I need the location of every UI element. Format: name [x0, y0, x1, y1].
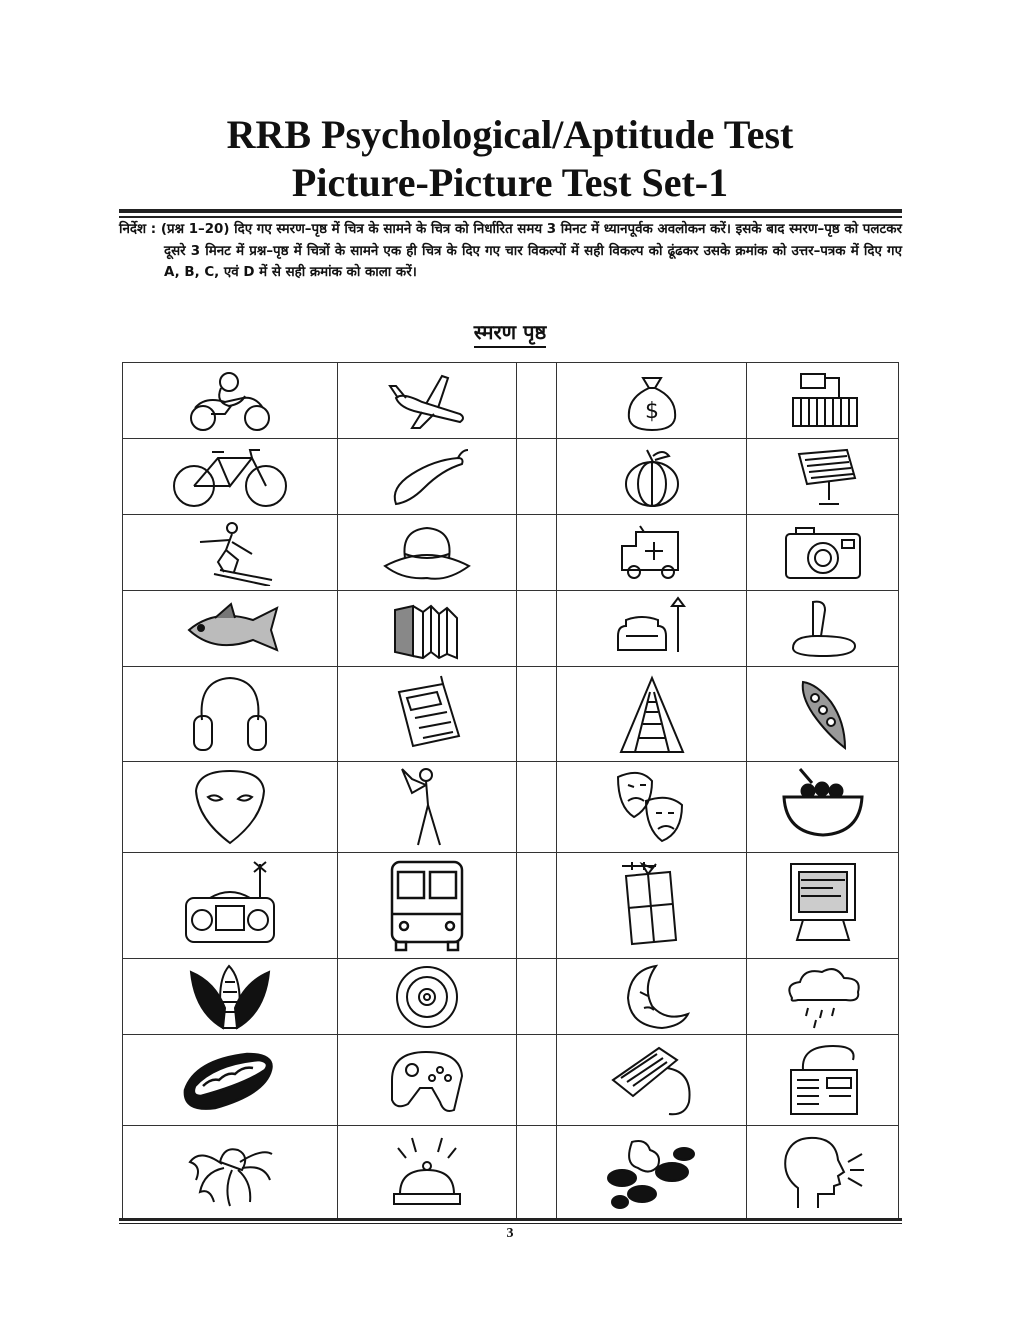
fax-machine-icon [783, 1040, 863, 1120]
cell [747, 363, 899, 439]
cell [123, 853, 338, 959]
grid-row [123, 853, 899, 959]
headphones-icon [190, 672, 270, 756]
gift-box-icon [612, 858, 692, 954]
grid-row [123, 1035, 899, 1126]
gap-cell [516, 515, 557, 591]
page-title-line-2: Picture-Picture Test Set-1 [291, 160, 729, 205]
cell [337, 762, 516, 853]
footer-rule-thin [119, 1223, 902, 1224]
gap-cell [516, 363, 557, 439]
cell [557, 762, 747, 853]
motorcyclist-icon [185, 368, 275, 434]
speaking-head-icon [778, 1132, 868, 1212]
theater-masks-icon [612, 767, 692, 847]
cell [747, 667, 899, 762]
bicycle-icon [170, 444, 290, 510]
grid-row [123, 515, 899, 591]
grid-row [123, 762, 899, 853]
cell [557, 439, 747, 515]
cell [557, 515, 747, 591]
golfer-icon [392, 765, 462, 849]
cell [557, 1126, 747, 1219]
pea-pod-icon [783, 672, 863, 756]
cell [337, 959, 516, 1035]
cell [123, 515, 338, 591]
camera-icon [778, 520, 868, 586]
cell [123, 762, 338, 853]
fish-icon [175, 596, 285, 662]
cell [747, 1126, 899, 1219]
cell [557, 667, 747, 762]
pumpkin-icon [617, 444, 687, 510]
cell [123, 959, 338, 1035]
cell [337, 591, 516, 667]
cell [337, 1035, 516, 1126]
cell [337, 853, 516, 959]
joystick-icon [783, 596, 863, 662]
gap-cell [516, 1126, 557, 1219]
cereal-bowl-icon [778, 767, 868, 847]
airplane-icon [382, 368, 472, 434]
footer-rule-thick [119, 1218, 902, 1221]
cd-player-icon [607, 1040, 697, 1120]
game-controller-icon [382, 1040, 472, 1120]
peanuts-icon [602, 1132, 702, 1212]
gap-cell [516, 591, 557, 667]
cell [123, 667, 338, 762]
grid-row [123, 591, 899, 667]
rain-cloud-icon [778, 962, 868, 1032]
cell [747, 591, 899, 667]
cell [123, 1035, 338, 1126]
cell [123, 363, 338, 439]
cell [747, 959, 899, 1035]
cell [557, 959, 747, 1035]
cell [557, 363, 747, 439]
cell [747, 439, 899, 515]
alien-face-icon [190, 767, 270, 847]
page-number: 3 [506, 1226, 514, 1241]
computer-monitor-icon [783, 858, 863, 954]
cell [747, 515, 899, 591]
grid-row [123, 1126, 899, 1219]
gap-cell [516, 762, 557, 853]
couch-lamp-icon [612, 596, 692, 662]
moon-icon [612, 962, 692, 1032]
picture-grid [122, 362, 899, 1219]
corn-icon [185, 962, 275, 1032]
accordion-icon [387, 596, 467, 662]
keyboard-piano-icon [783, 368, 863, 434]
cell [747, 853, 899, 959]
svg-text:$: $ [644, 398, 659, 424]
service-bell-icon [382, 1132, 472, 1212]
page-title-line-1: RRB Psychological/Aptitude Test [226, 112, 794, 157]
grid-row [123, 667, 899, 762]
cell [123, 1126, 338, 1219]
cell [337, 515, 516, 591]
chili-pepper-icon [382, 444, 472, 510]
bus-icon [382, 858, 472, 954]
railway-track-icon [617, 672, 687, 756]
money-bag-icon [617, 368, 687, 434]
instructions-paragraph: निर्देश : (प्रश्न 1–20) दिए गए स्मरण–पृष्ठ में चित्र के सामने के चित्र को निर्धारित समय 3 मिनट में ध्यानपूर्वक अवलोकन करें। इसके बाद स्मरण–पृष्ठ को पलटकर दूसरे 3 मिनट में प्रश्न–पृष्ठ में चित्रों के सामने एक ही चित्र के दिए गए चार विकल्पों में सही विकल्प को ढूंढकर उसके क्रमांक को उत्तर–पत्रक में दिए गए A, B, C, एवं D में से सही क्रमांक को काला करें। [119, 222, 902, 280]
title-rule-thick [119, 209, 902, 213]
grid-row [123, 439, 899, 515]
cell [337, 439, 516, 515]
sheet-music-stand-icon [783, 444, 863, 510]
cell [557, 853, 747, 959]
hat-icon [377, 520, 477, 586]
cell [123, 439, 338, 515]
cell [337, 1126, 516, 1219]
section-heading [0, 318, 1020, 345]
gap-cell [516, 667, 557, 762]
radio-icon [180, 858, 280, 954]
gap-cell [516, 439, 557, 515]
cell [337, 667, 516, 762]
octopus-icon [180, 1132, 280, 1212]
gap-cell [516, 853, 557, 959]
grid-row [123, 363, 899, 439]
cell [337, 363, 516, 439]
title-rule-thin [119, 216, 902, 218]
cell [557, 591, 747, 667]
calculator-icon [387, 672, 467, 756]
gap-cell [516, 959, 557, 1035]
ambulance-icon [612, 520, 692, 586]
grid-row [123, 959, 899, 1035]
hotdog-icon [175, 1040, 285, 1120]
cell [123, 591, 338, 667]
compact-disc-icon [387, 962, 467, 1032]
section-heading-text: स्मरण पृष्ठ [474, 320, 546, 348]
cell [747, 762, 899, 853]
gap-cell [516, 1035, 557, 1126]
skier-icon [180, 520, 280, 586]
cell [747, 1035, 899, 1126]
cell [557, 1035, 747, 1126]
